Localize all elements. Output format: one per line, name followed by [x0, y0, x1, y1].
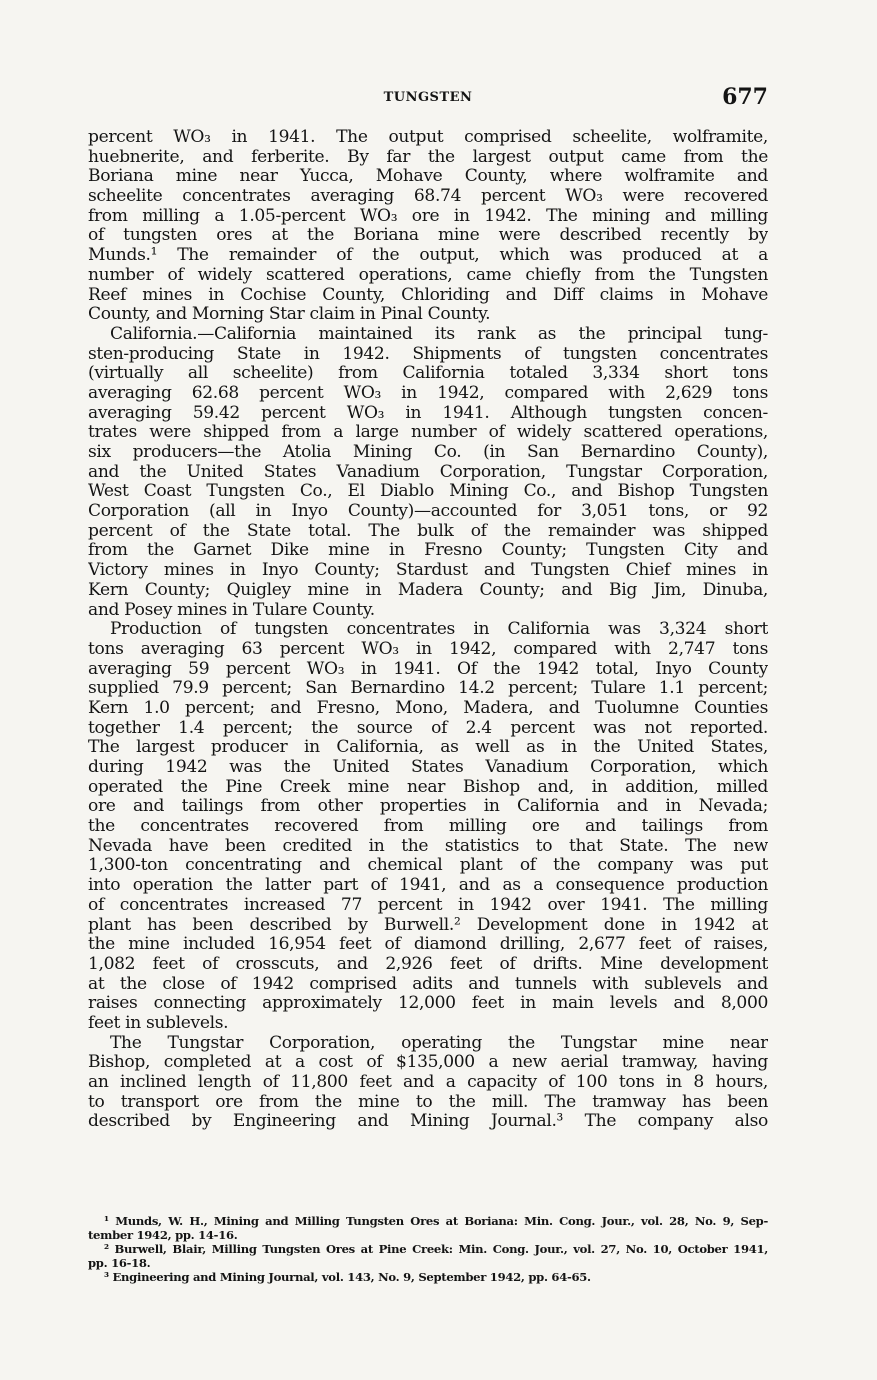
body-line: West Coast Tungsten Co., El Diablo Mining Co., and Bishop Tungsten: [88, 482, 768, 502]
body-line: raises connecting approximately 12,000 feet in main levels and 8,000: [88, 994, 768, 1014]
footnote-line: tember 1942, pp. 14-16.: [88, 1228, 238, 1242]
body-line: Boriana mine near Yucca, Mohave County, where wolframite and: [88, 167, 768, 187]
body-line: percent of the State total. The bulk of the remainder was shipped: [88, 521, 768, 541]
body-line: The Tungstar Corporation, operating the Tungstar mine near: [110, 1033, 768, 1053]
body-line: together 1.4 percent; the source of 2.4 percent was not reported.: [88, 718, 768, 738]
body-line: California.—California maintained its rank as the principal tung-: [110, 324, 768, 344]
body-line: described by Engineering and Mining Journal.³ The company also: [88, 1112, 768, 1132]
body-line: Production of tungsten concentrates in California was 3,324 short: [110, 620, 768, 640]
footnote-line: ³ Engineering and Mining Journal, vol. 143, No. 9, September 1942, pp. 64-65.: [104, 1270, 591, 1284]
body-line: ore and tailings from other properties in California and in Nevada;: [88, 797, 768, 817]
body-line: the mine included 16,954 feet of diamond drilling, 2,677 feet of raises,: [88, 935, 768, 955]
body-line: Victory mines in Inyo County; Stardust and Tungsten Chief mines in: [88, 561, 768, 581]
running-title: TUNGSTEN: [383, 90, 473, 105]
footnote-line: pp. 16-18.: [88, 1256, 151, 1270]
body-line: Nevada have been credited in the statistics to that State. The new: [88, 836, 768, 856]
body-line: of concentrates increased 77 percent in 1942 over 1941. The milling: [88, 895, 768, 915]
body-line: feet in sublevels.: [88, 1013, 229, 1033]
running-head: [88, 86, 768, 112]
body-line: sten-producing State in 1942. Shipments of tungsten concentrates: [88, 344, 768, 364]
body-line: from milling a 1.05-percent WO₃ ore in 1942. The mining and milling: [88, 206, 768, 226]
body-line: into operation the latter part of 1941, and as a consequence production: [88, 876, 768, 896]
body-line: 1,082 feet of crosscuts, and 2,926 feet of drifts. Mine development: [88, 954, 768, 974]
body-line: during 1942 was the United States Vanadium Corporation, which: [88, 758, 768, 777]
body-line: of tungsten ores at the Boriana mine were described recently by: [88, 226, 768, 246]
body-line: tons averaging 63 percent WO₃ in 1942, compared with 2,747 tons: [88, 639, 768, 659]
body-line: The largest producer in California, as well as in the United States,: [88, 738, 768, 758]
body-line: County, and Morning Star claim in Pinal County.: [88, 305, 491, 325]
body-line: averaging 59 percent WO₃ in 1941. Of the 1942 total, Inyo County: [88, 659, 768, 679]
body-line: the concentrates recovered from milling ore and tailings from: [88, 817, 768, 837]
body-line: an inclined length of 11,800 feet and a capacity of 100 tons in 8 hours,: [88, 1073, 768, 1092]
body-line: Reef mines in Cochise County, Chloriding and Diff claims in Mohave: [88, 285, 768, 305]
body-line: averaging 62.68 percent WO₃ in 1942, compared with 2,629 tons: [88, 383, 768, 403]
footnotes: [88, 1214, 768, 1284]
body-line: and Posey mines in Tulare County.: [88, 600, 375, 620]
footnote-line: ¹ Munds, W. H., Mining and Milling Tungsten Ores at Boriana: Min. Cong. Jour., vol. 28, No. 9, Sep-: [104, 1214, 768, 1228]
body-line: operated the Pine Creek mine near Bishop and, in addition, milled: [88, 777, 768, 797]
body-line: percent WO₃ in 1941. The output comprised scheelite, wolframite,: [88, 128, 768, 147]
body-line: scheelite concentrates averaging 68.74 percent WO₃ were recovered: [88, 187, 768, 207]
body-line: to transport ore from the mine to the mill. The tramway has been: [88, 1092, 768, 1112]
body-line: plant has been described by Burwell.² Development done in 1942 at: [88, 915, 768, 935]
body-line: number of widely scattered operations, came chiefly from the Tungsten: [88, 265, 768, 285]
body-line: from the Garnet Dike mine in Fresno County; Tungsten City and: [88, 541, 768, 561]
body-text: [88, 128, 768, 1132]
body-line: supplied 79.9 percent; San Bernardino 14.2 percent; Tulare 1.1 percent;: [88, 679, 768, 699]
body-line: Bishop, completed at a cost of $135,000 a new aerial tramway, having: [88, 1053, 768, 1073]
body-line: and the United States Vanadium Corporation, Tungstar Corporation,: [88, 462, 768, 482]
page-number: 677: [722, 84, 768, 110]
body-line: six producers—the Atolia Mining Co. (in San Bernardino County),: [88, 443, 768, 462]
body-line: huebnerite, and ferberite. By far the largest output came from the: [88, 147, 768, 167]
body-line: Kern County; Quigley mine in Madera County; and Big Jim, Dinuba,: [88, 580, 768, 600]
body-line: 1,300-ton concentrating and chemical plant of the company was put: [88, 856, 768, 876]
body-line: Corporation (all in Inyo County)—accounted for 3,051 tons, or 92: [88, 502, 768, 522]
body-line: Munds.¹ The remainder of the output, which was produced at a: [88, 246, 768, 266]
footnote-line: ² Burwell, Blair, Milling Tungsten Ores at Pine Creek: Min. Cong. Jour., vol. 27, No. 10, October 1941,: [104, 1242, 768, 1256]
body-line: at the close of 1942 comprised adits and tunnels with sublevels and: [88, 974, 768, 994]
body-line: averaging 59.42 percent WO₃ in 1941. Although tungsten concen-: [88, 403, 768, 423]
body-line: (virtually all scheelite) from California totaled 3,334 short tons: [88, 364, 768, 384]
body-line: Kern 1.0 percent; and Fresno, Mono, Madera, and Tuolumne Counties: [88, 698, 768, 718]
body-line: trates were shipped from a large number of widely scattered operations,: [88, 423, 768, 443]
